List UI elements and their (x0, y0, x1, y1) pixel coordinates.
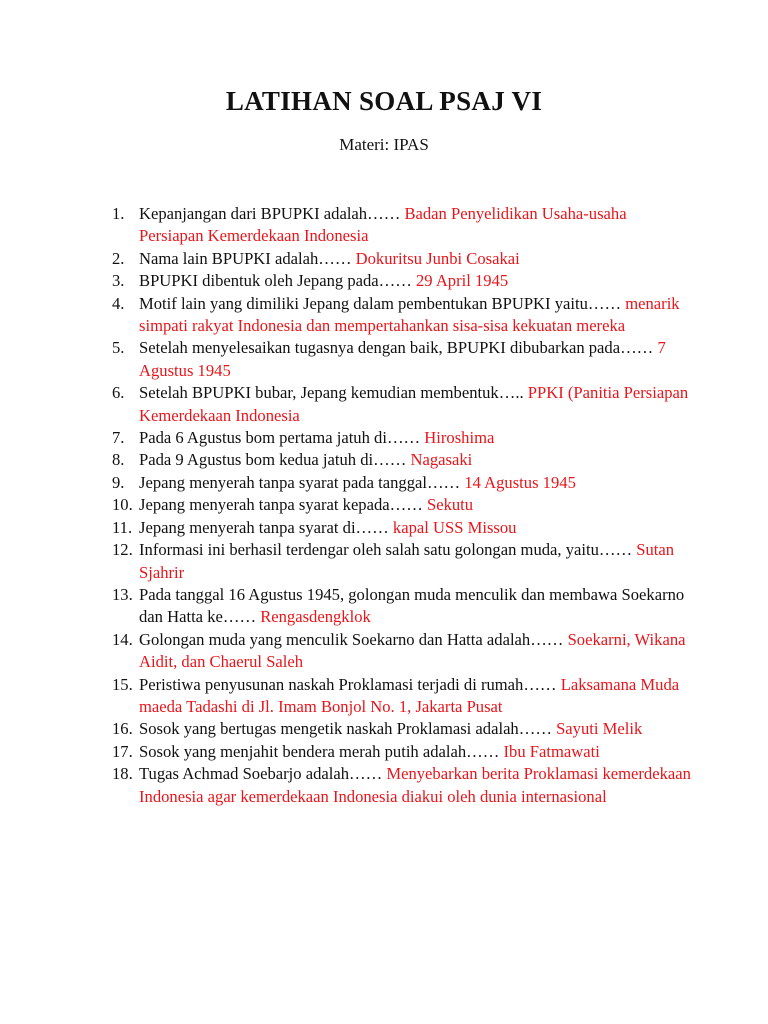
question-item (112, 741, 692, 763)
question-text: Sosok yang menjahit bendera merah putih adalah…… (139, 741, 500, 761)
question-list (112, 203, 692, 808)
answer-text: Badan Penyelidikan Usaha-usaha Persiapan Kemerdekaan Indonesia (139, 204, 627, 246)
question-number: 4. (112, 293, 125, 313)
question-item (112, 293, 692, 338)
answer-text: Sekutu (426, 495, 474, 515)
question-item (112, 337, 692, 382)
question-text: Setelah BPUPKI bubar, Jepang kemudian membentuk….. (139, 383, 524, 403)
question-number: 1. (112, 204, 125, 223)
question-item (112, 494, 692, 516)
answer-text: Soekarni, Wikana Aidit, dan Chaerul Saleh (139, 629, 686, 672)
question-item (112, 517, 692, 539)
answer-text: Dokuritsu Junbi Cosakai (355, 248, 520, 268)
answer-text: Sayuti Melik (556, 719, 643, 739)
question-item (112, 270, 692, 292)
question-item (112, 584, 692, 629)
answer-text: kapal USS Missou (392, 517, 517, 537)
question-number: 5. (112, 338, 125, 358)
question-number: 8. (112, 450, 125, 470)
answer-text: 14 Agustus 1945 (464, 472, 576, 492)
question-number: 2. (112, 248, 125, 268)
question-text: Pada 9 Agustus bom kedua jatuh di…… (139, 450, 407, 470)
question-number: 17. (112, 741, 133, 761)
question-text: Peristiwa penyusunan naskah Proklamasi terjadi di rumah…… (139, 674, 557, 694)
question-text: Jepang menyerah tanpa syarat di…… (139, 517, 389, 537)
answer-text: Ibu Fatmawati (503, 741, 600, 761)
question-number: 18. (112, 764, 133, 784)
question-item (112, 718, 692, 740)
question-number: 12. (112, 540, 133, 560)
question-text: Setelah menyelesaikan tugasnya dengan baik, BPUPKI dibubarkan pada…… (139, 338, 654, 358)
question-number: 14. (112, 629, 133, 649)
question-number: 3. (112, 271, 125, 291)
question-number: 9. (112, 472, 125, 492)
question-number: 6. (112, 383, 125, 403)
answer-text: Menyebarkan berita Proklamasi kemerdekaan Indonesia agar kemerdekaan Indonesia diakui oleh dunia internasional (139, 764, 691, 806)
answer-text: Hiroshima (424, 428, 495, 448)
question-text: Pada 6 Agustus bom pertama jatuh di…… (139, 428, 421, 448)
question-item (112, 248, 692, 270)
question-number: 16. (112, 719, 133, 739)
question-item (112, 427, 692, 449)
question-text: BPUPKI dibentuk oleh Jepang pada…… (139, 271, 412, 291)
question-text: Motif lain yang dimiliki Jepang dalam pembentukan BPUPKI yaitu…… (139, 293, 622, 313)
document-subtitle: Materi: IPAS (339, 135, 429, 154)
question-number: 10. (112, 495, 133, 515)
answer-text: menarik simpati rakyat Indonesia dan mempertahankan sisa-sisa kekuatan mereka (139, 293, 680, 336)
answer-text: Rengasdengklok (260, 607, 371, 627)
answer-text: Sutan Sjahrir (139, 540, 675, 582)
question-number: 7. (112, 428, 125, 448)
question-number: 11. (112, 517, 133, 537)
question-item (112, 629, 692, 674)
question-text: Kepanjangan dari BPUPKI adalah…… (139, 204, 401, 223)
question-item (112, 763, 692, 808)
question-number: 13. (112, 584, 133, 604)
question-item (112, 203, 692, 248)
answer-text: PPKI (Panitia Persiapan Kemerdekaan Indonesia (139, 383, 689, 425)
question-text: Nama lain BPUPKI adalah…… (139, 248, 352, 268)
question-number: 15. (112, 674, 133, 694)
question-item (112, 674, 692, 719)
document-title: LATIHAN SOAL PSAJ VI (225, 86, 543, 116)
question-item (112, 449, 692, 471)
question-text: Jepang menyerah tanpa syarat pada tanggal…… (139, 472, 461, 492)
question-item (112, 472, 692, 494)
question-item (112, 539, 692, 584)
question-text: Sosok yang bertugas mengetik naskah Proklamasi adalah…… (139, 719, 552, 739)
question-item (112, 382, 692, 427)
question-text: Tugas Achmad Soebarjo adalah…… (139, 764, 383, 784)
answer-text: Laksamana Muda maeda Tadashi di Jl. Imam Bonjol No. 1, Jakarta Pusat (139, 674, 680, 716)
question-text: Jepang menyerah tanpa syarat kepada…… (139, 495, 423, 515)
question-text: Golongan muda yang menculik Soekarno dan Hatta adalah…… (139, 629, 564, 649)
answer-text: 29 April 1945 (416, 271, 509, 291)
question-text: Pada tanggal 16 Agustus 1945, golongan muda menculik dan membawa Soekarno dan Hatta ke…… (139, 584, 685, 627)
answer-text: 7 Agustus 1945 (139, 338, 666, 380)
answer-text: Nagasaki (410, 450, 473, 470)
question-text: Informasi ini berhasil terdengar oleh salah satu golongan muda, yaitu…… (139, 540, 633, 560)
